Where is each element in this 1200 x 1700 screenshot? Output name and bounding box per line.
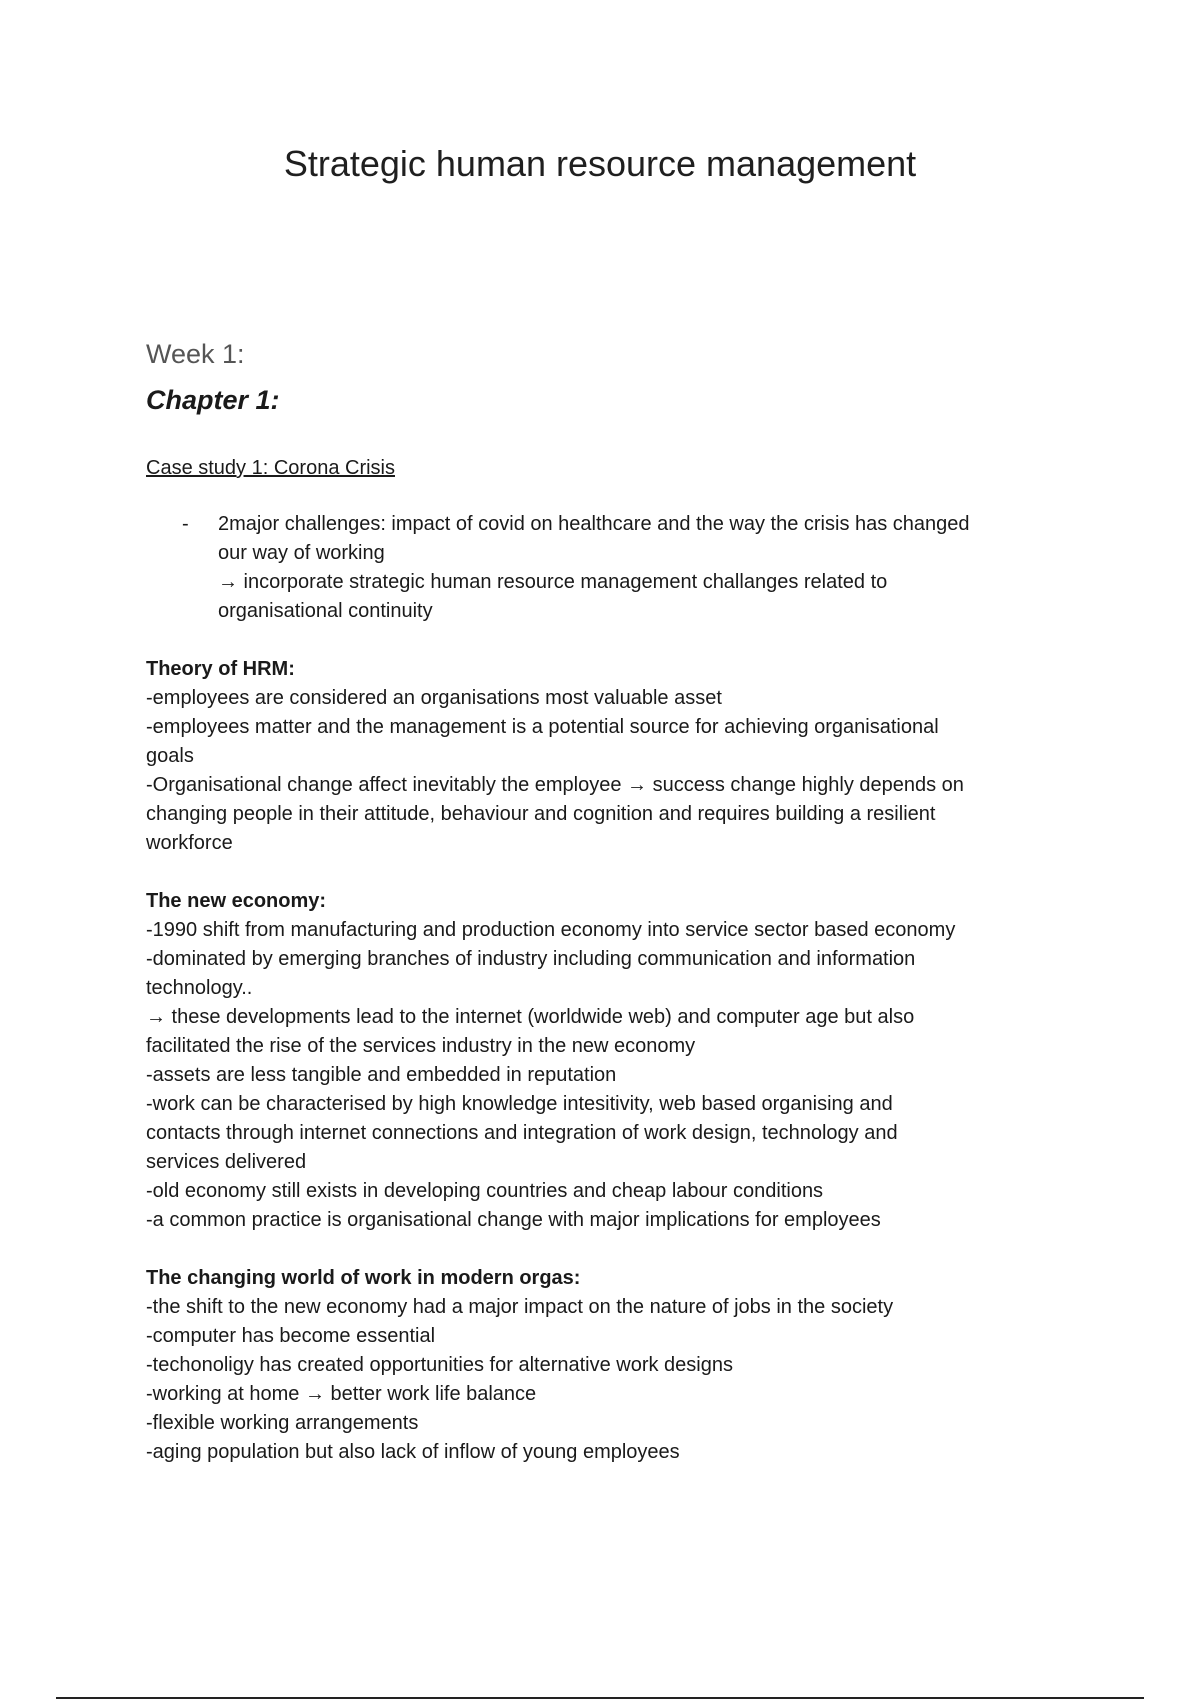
text-line: -1990 shift from manufacturing and production economy into service sector based economy [146,919,956,941]
changing-world-heading: The changing world of work in modern orgas: [146,1267,581,1289]
text-line: -the shift to the new economy had a major impact on the nature of jobs in the society [146,1296,894,1318]
text-line: -flexible working arrangements [146,1412,419,1434]
changing-world-section [146,1264,1066,1467]
text-line: -working at home → better work life balance [146,1383,537,1405]
bullet-line: → incorporate strategic human resource management challanges related to [218,571,888,593]
text-line: -dominated by emerging branches of industry including communication and information [146,948,916,970]
text-line: -work can be characterised by high knowledge intesitivity, web based organising and [146,1093,893,1115]
text-line: -computer has become essential [146,1325,436,1347]
text-line: contacts through internet connections and integration of work design, technology and [146,1122,898,1144]
theory-section [146,655,1066,858]
bullet-line: organisational continuity [218,600,433,622]
text-line: technology.. [146,977,253,999]
text-line: changing people in their attitude, behaviour and cognition and requires building a resilient [146,803,936,825]
document-body [146,336,1066,1467]
text-line: goals [146,745,194,767]
new-economy-section [146,887,1066,1235]
week-heading: Week 1: [146,339,245,369]
text-line: workforce [146,832,233,854]
text-line: -aging population but also lack of inflow of young employees [146,1441,680,1463]
text-line: -old economy still exists in developing countries and cheap labour conditions [146,1180,824,1202]
new-economy-heading: The new economy: [146,890,327,912]
theory-heading: Theory of HRM: [146,658,295,680]
case-study-bullet-list [146,510,1066,626]
page-bottom-divider [56,1697,1144,1699]
list-item [146,510,1066,626]
bullet-line: 2major challenges: impact of covid on healthcare and the way the crisis has changed [218,513,970,535]
text-line: -employees are considered an organisations most valuable asset [146,687,722,709]
text-line: facilitated the rise of the services industry in the new economy [146,1035,696,1057]
text-line: -assets are less tangible and embedded in reputation [146,1064,617,1086]
text-line: -a common practice is organisational change with major implications for employees [146,1209,881,1231]
text-line: -Organisational change affect inevitably the employee → success change highly depends on [146,774,964,796]
bullet-line: our way of working [218,542,385,564]
chapter-heading: Chapter 1: [146,385,280,415]
document-title: Strategic human resource management [283,143,917,184]
case-study-heading: Case study 1: Corona Crisis [146,457,395,479]
text-line: services delivered [146,1151,307,1173]
text-line: → these developments lead to the internet (worldwide web) and computer age but also [146,1006,915,1028]
bullet-dash: - [182,513,189,535]
text-line: -employees matter and the management is a potential source for achieving organisational [146,716,939,738]
text-line: -techonoligy has created opportunities for alternative work designs [146,1354,733,1376]
